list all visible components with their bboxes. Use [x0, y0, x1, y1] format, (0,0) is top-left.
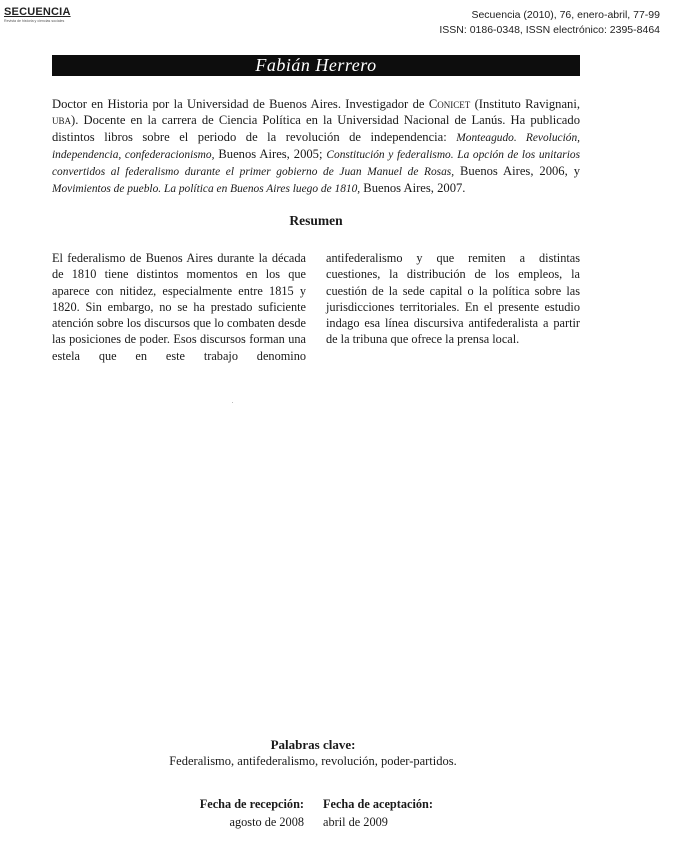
keywords-list: Federalismo, antifederalismo, revolución, poder-partidos. [169, 754, 457, 768]
author-name: Fabián Herrero [255, 55, 377, 75]
logo-wordmark: SECUENCIA [4, 6, 71, 18]
journal-logo [4, 6, 71, 23]
author-name-banner [52, 55, 580, 76]
bio-uba: uba [52, 113, 72, 128]
bio-book-title: Movimientos de pueblo. La política en Buenos Aires luego de 1810, [52, 183, 361, 196]
bio-text: Buenos Aires, 2007. [360, 181, 466, 196]
abstract-heading: Resumen [289, 213, 343, 228]
scan-speck [232, 402, 233, 403]
received-date-label: Fecha de recepción: [199, 797, 304, 811]
accepted-date-value: abril de 2009 [323, 815, 388, 829]
abstract-body: El federalismo de Buenos Aires durante la década de 1810 tiene distintos momentos en los que aparece con nitidez, especialmente entre 1815 y 1820. Sin embargo, no se ha prestado suficiente atención sobre los discursos que lo combaten desde las posiciones de poder. Esos discursos forman una estela que en este trabajo denomino antifederalismo y que remiten a distintas cuestiones, la distribución de los empleos, la cuestión de la sede capital o la política sobre las jurisdicciones territoriales. En el presente estudio indago esa línea discursiva antifederalista a partir de la tribuna que ofrece la prensa local. [52, 251, 580, 363]
bio-text: Buenos Aires, 2005; [214, 146, 327, 161]
bio-book-title: Monteagudo. Revolución, independencia, confederacionismo, [52, 131, 580, 161]
bio-book-title: Constitución y federalismo. La opción de los unitarios convertidos al federalismo durante el primer gobierno de Juan Manuel de Rosas, [52, 148, 581, 179]
bio-text: (Instituto Ravignani, [470, 97, 580, 111]
logo-subtitle: Revista de historia y ciencias sociales [4, 19, 65, 23]
author-bio [52, 96, 580, 198]
bio-text: ). Docente en la carrera de Ciencia Política en la Universidad Nacional de Lanús. Ha publicado distintos libros sobre el periodo de la revolución de independencia: [52, 113, 580, 144]
bio-text: Buenos Aires, 2006, y [454, 164, 580, 179]
accepted-date-label: Fecha de aceptación: [323, 797, 433, 811]
bio-conicet: Conicet [428, 97, 471, 111]
citation-line: Secuencia (2010), 76, enero-abril, 77-99 [471, 9, 660, 21]
journal-citation-block [439, 8, 660, 38]
received-date-value: agosto de 2008 [229, 815, 304, 829]
keywords-label: Palabras clave: [270, 737, 356, 752]
issn-line: ISSN: 0186-0348, ISSN electrónico: 2395-8464 [439, 24, 660, 36]
bio-text: Doctor en Historia por la Universidad de Buenos Aires. Investigador de [52, 97, 429, 111]
